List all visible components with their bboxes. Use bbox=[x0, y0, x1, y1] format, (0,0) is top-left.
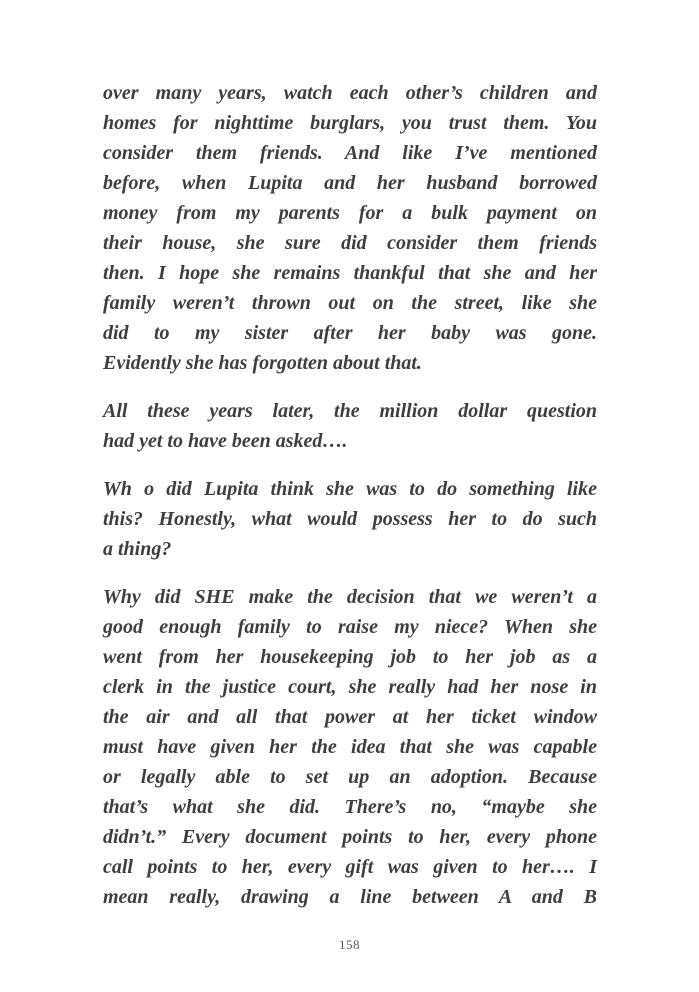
paragraph bbox=[103, 474, 597, 564]
text-line: that’s what she did. There’s no, “maybe she bbox=[103, 796, 597, 818]
text-line: this? Honestly, what would possess her to do such bbox=[103, 508, 597, 530]
text-line: did to my sister after her baby was gone. bbox=[103, 322, 597, 344]
text-line: homes for nighttime burglars, you trust them. You bbox=[103, 112, 597, 134]
text-line: consider them friends. And like I’ve mentioned bbox=[103, 142, 597, 164]
page-number: 158 bbox=[339, 937, 360, 952]
page-footer bbox=[0, 936, 699, 954]
text-line: went from her housekeeping job to her job as a bbox=[103, 646, 597, 668]
text-line: money from my parents for a bulk payment on bbox=[103, 202, 597, 224]
text-line: didn’t.” Every document points to her, every phone bbox=[103, 826, 597, 848]
text-line: a thing? bbox=[103, 538, 172, 560]
text-line: Why did SHE make the decision that we weren’t a bbox=[103, 586, 597, 608]
text-line: their house, she sure did consider them friends bbox=[103, 232, 597, 254]
text-line: Wh o did Lupita think she was to do something like bbox=[103, 478, 597, 500]
text-line: good enough family to raise my niece? When she bbox=[103, 616, 597, 638]
text-line: must have given her the idea that she was capable bbox=[103, 736, 597, 758]
text-line: clerk in the justice court, she really had her nose in bbox=[103, 676, 597, 698]
paragraph bbox=[103, 78, 597, 378]
text-line: Evidently she has forgotten about that. bbox=[103, 352, 422, 374]
text-line: call points to her, every gift was given to her…. I bbox=[103, 856, 597, 878]
text-line: family weren’t thrown out on the street, like she bbox=[103, 292, 597, 314]
paragraph bbox=[103, 582, 597, 912]
text-line: then. I hope she remains thankful that she and her bbox=[103, 262, 597, 284]
text-line: the air and all that power at her ticket window bbox=[103, 706, 597, 728]
text-line: or legally able to set up an adoption. Because bbox=[103, 766, 597, 788]
body-text bbox=[103, 78, 597, 912]
text-line: mean really, drawing a line between A and B bbox=[103, 886, 597, 908]
text-line: before, when Lupita and her husband borrowed bbox=[103, 172, 597, 194]
paragraph bbox=[103, 396, 597, 456]
text-line: over many years, watch each other’s children and bbox=[103, 82, 597, 104]
text-line: All these years later, the million dollar question bbox=[103, 400, 597, 422]
text-line: had yet to have been asked…. bbox=[103, 430, 348, 452]
